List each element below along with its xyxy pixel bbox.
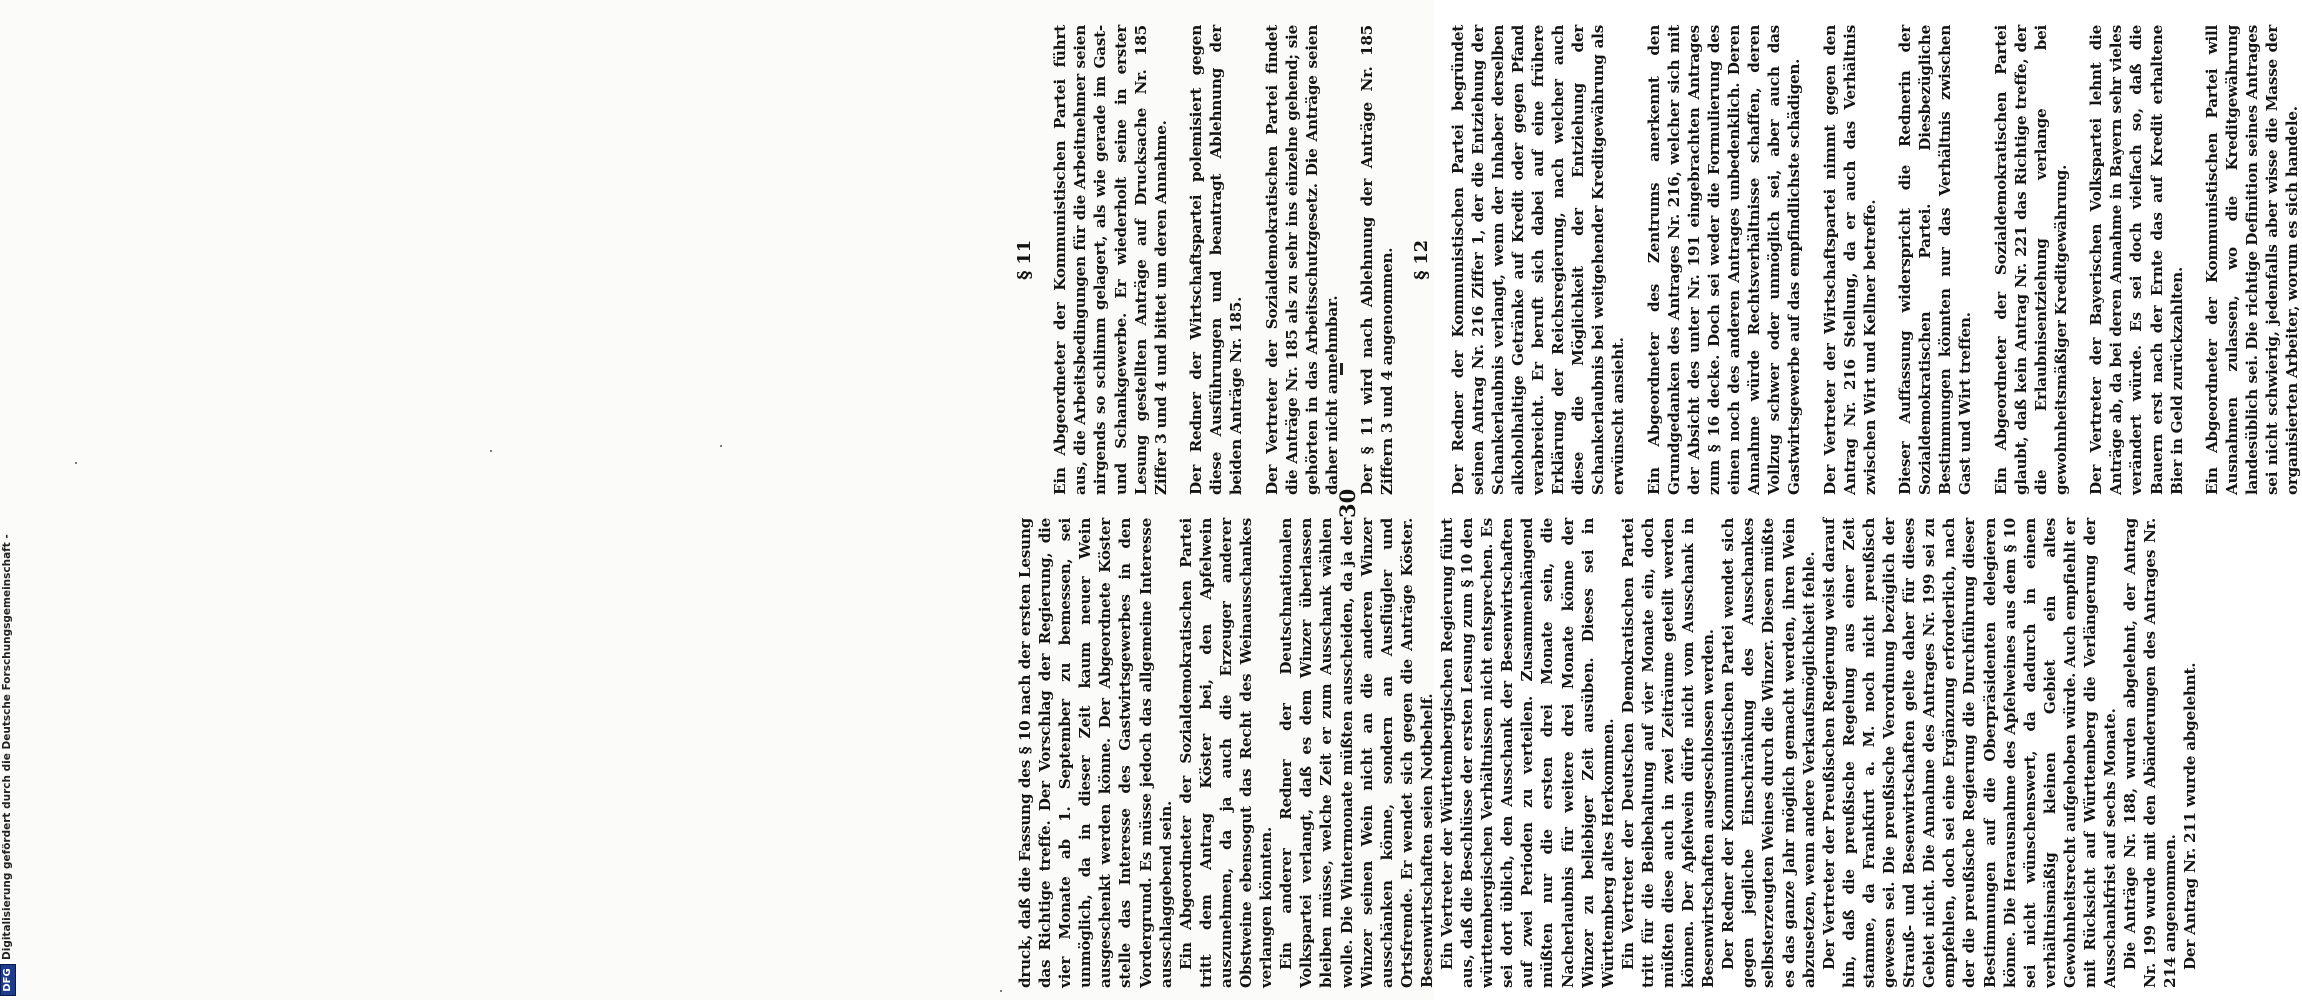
left-paragraph: Ein Vertreter der Deutschen Demokratischen Partei tritt für die Beibehaltung auf vier Monate ein, doch müßten diese auch in zwei Zeiträume geteilt werden können. Der Apfelwein dürfe nicht vom Ausschank in Besenwirtschaften ausgeschlossen werden.: [1618, 518, 1718, 988]
dfg-logo-icon: DFG: [0, 964, 16, 996]
section-11-paragraph: Der Vertreter der Sozialdemokratischen Partei findet die Anträge Nr. 185 als zu sehr ins einzelne gehend; sie gehörten in das Arbeitsschutzgesetz. Die Anträge seien daher nicht annehmbar.: [1262, 25, 1341, 495]
section-11-paragraph: Der Redner der Wirtschaftspartei polemisiert gegen diese Ausführungen und beantragt Ablehnung der beiden Anträge Nr. 185.: [1187, 25, 1246, 495]
section-12-paragraph: Ein Abgeordneter der Sozialdemokratischen Partei glaubt, daß kein Antrag Nr. 221 das Richtige treffe, der die Erlaubnisentziehung verlange bei gewohnheitsmäßiger Kreditgewährung.: [1991, 25, 2070, 495]
page-number: 30: [1335, 488, 1360, 518]
left-paragraph: Ein Vertreter der Württembergischen Regierung führt aus, daß die Beschlüsse der ersten Lesung zum § 10 den württembergischen Verhältnissen nicht entsprechen. Es sei dort üblich, den Ausschank der Besenwirtschaften auf zwei Perioden zu verteilen. Zusammenhängend müßten nur die ersten drei Monate sein, die Nacherlaubnis für weitere drei Monate könne der Winzer zu beliebiger Zeit ausüben. Dieses sei in Württemberg altes Herkommen.: [1437, 518, 1617, 988]
left-paragraph: Die Anträge Nr. 188, wurden abgelehnt, der Antrag Nr. 199 wurde mit den Abänderungen des Antrages Nr. 214 angenommen.: [2121, 518, 2180, 988]
left-paragraph: Ein anderer Redner der Deutschnationalen Volkspartei verlangt, daß es dem Winzer überlassen bleiben müsse, welche Zeit er zum Ausschank wählen wolle. Die Wintermonate müßten ausscheiden, da ja der Winzer seinen Wein nicht an die anderen Winzer ausschänken könne, sondern an Ausflügler und Ortsfremde. Er wendet sich gegen die Anträge Köster. Besenwirtschaften seien Notbehelf.: [1277, 518, 1436, 988]
section-11-paragraph: Ein Abgeordneter der Kommunistischen Partei führt aus, die Arbeitsbedingungen für die Arbeitnehmer seien nirgends so schlimm gelagert, als wie gerade im Gast- und Schankgewerbe. Er wiederholt seine in erster Lesung gestellten Anträge auf Drucksache Nr. 185 Ziffer 3 und 4 und bittet um deren Annahme.: [1051, 25, 1170, 495]
section-12-paragraph: Ein Abgeordneter der Kommunistischen Partei will Ausnahmen zulassen, wo die Kreditgewährung landesüblich sei. Die richtige Definition seines Antrages sei nicht schwierig, jedenfalls aber wisse die Masse der organisierten Arbeiter, worum es sich handele.: [2202, 25, 2302, 495]
section-12-paragraph: Der Redner der Kommunistischen Partei begründet seinen Antrag Nr. 216 Ziffer 1, der die Entziehung der Schankerlaubnis verlangt, wenn der Inhaber derselben alkoholhaltige Getränke auf Kredit oder gegen Pfand verabreicht. Er beruft sich dabei auf eine frühere Erklärung der Reichsregierung, nach welcher auch diese die Möglichkeit der Entziehung der Schankerlaubnis bei weitgehender Kreditgewährung als erwünscht ansieht.: [1448, 25, 1628, 495]
section-11-paragraph: Der § 11 wird nach Ablehnung der Anträge Nr. 185 Ziffern 3 und 4 angenommen.: [1358, 25, 1397, 495]
section-12-paragraph: Dieser Auffassung widerspricht die Rednerin der Sozialdemokratischen Partei. Diesbezügliche Bestimmungen könnten nur das Verhältnis zwischen Gast und Wirt treffen.: [1896, 25, 1975, 495]
section-12-paragraph: Ein Abgeordneter des Zentrums anerkennt den Grundgedanken des Antrages Nr. 216, welcher sich mit der Absicht des unter Nr. 191 eingebrachten Antrages zum § 16 decke. Doch sei weder die Formulierung des einen noch des anderen Antrages unbedenklich. Deren Annahme würde Rechtsverhältnisse schaffen, deren Vollzug schwer oder unmöglich sei, aber auch das Gastwirtsgewerbe auf das empfindlichste schädigen.: [1644, 25, 1804, 495]
section-12-paragraph: Der Vertreter der Wirtschaftspartei nimmt gegen den Antrag Nr. 216 Stellung, da er auch das Verhältnis zwischen Wirt und Kellner betreffe.: [1820, 25, 1879, 495]
section-11-heading: § 11: [1014, 240, 1035, 280]
left-column: [1015, 518, 2200, 988]
digitization-credit: [0, 0, 22, 1000]
section-12-heading: § 12: [1411, 240, 1433, 280]
left-paragraph: druck, daß die Fassung des § 10 nach der ersten Lesung das Richtige treffe. Der Vorschlag der Regierung, die vier Monate ab 1. September zu bemessen, sei unmöglich, da in dieser Zeit kaum neuer Wein ausgeschenkt werden könne. Der Abgeordnete Köster stelle das Interesse des Gastwirtsgewerbes in den Vordergrund. Es müsse jedoch das allgemeine Interesse ausschlaggebend sein.: [1016, 518, 1175, 988]
left-paragraph: Ein Abgeordneter der Sozialdemokratischen Partei tritt dem Antrag Köster bei, den Apfelwein auszunehmen, da ja auch die Erzeuger anderer Obstweine ebensogut das Recht des Weinausschankes verlangen könnten.: [1176, 518, 1276, 988]
left-paragraph: Der Redner der Kommunistischen Partei wendet sich gegen jegliche Einschränkung des Ausschankes selbsterzeugten Weines durch die Winzer. Diesen müßte es das ganze Jahr möglich gemacht werden, ihren Wein abzusetzen, wenn andere Verkaufsmöglichkeit fehle.: [1719, 518, 1818, 988]
section-12-paragraph: Der Vertreter der Bayerischen Volkspartei lehnt die Anträge ab, da bei deren Annahme in Bayern sehr vieles verändert würde. Es sei doch vielfach so, daß die Bauern erst nach der Ernte das auf Kredit erhaltene Bier in Geld zurückzahlten.: [2087, 25, 2186, 495]
left-paragraph: Der Vertreter der Preußischen Regierung weist darauf hin, daß die preußische Regelung aus einer Zeit stamme, da Frankfurt a. M. noch nicht preußisch gewesen sei. Die preußische Verordnung bezüglich der Strauß- und Besenwirtschaften gelte daher für dieses Gebiet nicht. Die Annahme des Antrages Nr. 199 sei zu empfehlen, doch sei eine Ergänzung erforderlich, nach der die preußische Regierung die Durchführung dieser Bestimmungen auf die Oberpräsidenten delegieren könne. Die Herausnahme des Apfelweines aus dem § 10 sei nicht wünschenswert, da dadurch in einem verhältnismäßig kleinen Gebiet ein altes Gewohnheitsrecht aufgehoben würde. Auch empfiehlt er mit Rücksicht auf Württemberg die Verlängerung der Ausschankfrist auf sechs Monate.: [1819, 518, 2120, 988]
credit-text: Digitalisierung gefördert durch die Deutsche Forschungsgemeinschaft -: [1, 534, 13, 960]
left-paragraph: Der Antrag Nr. 211 wurde abgelehnt.: [2181, 662, 2200, 970]
right-column: [1014, 25, 2302, 495]
